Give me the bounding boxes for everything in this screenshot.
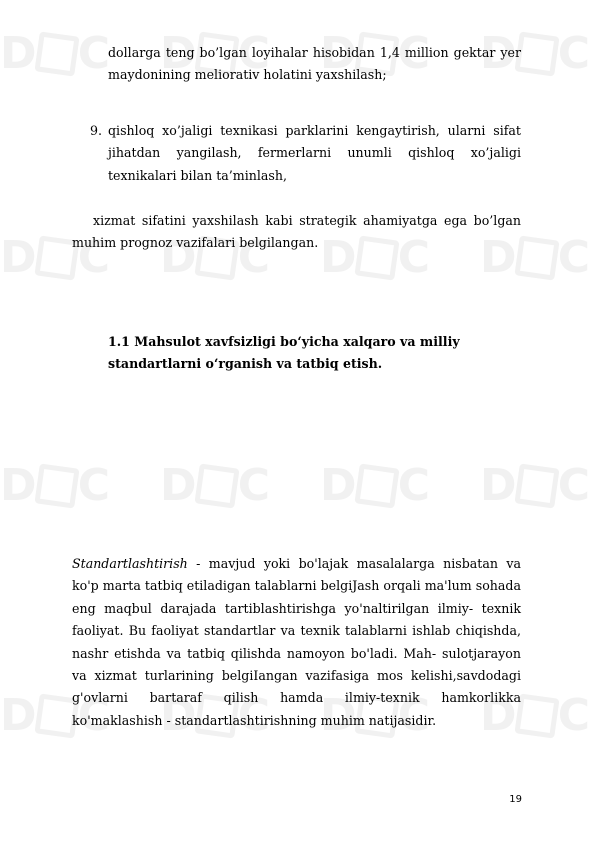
list-number: 9. <box>90 123 103 138</box>
watermark-logo: D C <box>320 690 430 741</box>
list-item-8-continuation: dollarga teng bo’lgan loyihalar hisobidan 1,4 million gektar yer maydonining meliorativ holatini yaxshilash; <box>108 45 521 83</box>
watermark-logo: D C <box>480 28 590 79</box>
watermark-logo: D C <box>0 232 110 283</box>
closing-paragraph <box>72 210 521 255</box>
watermark-logo: D C <box>160 28 270 79</box>
definition-body: - mavjud yoki bo'lajak masalalarga nisbatan va ko'p marta tatbiq etiladigan talablarni belgiJash orqali ma'lum sohada eng maqbul darajada tartiblashtirishga yo'naltirilgan ilmiy- texnik faoliyat. Bu faoliyat standartlar va texnik talablarni ishlab chiqishda, nashr etishda va tatbiq qilishda namoyon bo'ladi. Mah- sulotjarayon va xizmat turlarining belgiIangan vazifasiga mos kelishi,savdodagi g'ovlarni bartaraf qilish hamda ilmiy-texnik hamkorlikka ko'maklashish - standartlashtirishning muhim natijasidir. <box>72 556 521 728</box>
watermark-logo: D C <box>160 232 270 283</box>
list-item-9: qishloq xo’jaligi texnikasi parklarini kengaytirish, ularni sifat jihatdan yangilash, fermerlarni unumli qishloq xo’jaligi texnikalari bilan ta’minlash, <box>108 123 521 183</box>
watermark-logo: D C <box>480 232 590 283</box>
watermark-logo: D C <box>320 460 430 511</box>
watermark-logo: D C <box>320 28 430 79</box>
section-heading: 1.1 Mahsulot xavfsizligi bo‘yicha xalqaro va milliy standartlarni o‘rganish va tatbiq etish. <box>108 334 460 372</box>
page-number: 19 <box>509 794 522 805</box>
watermark-logo: D C <box>480 690 590 741</box>
watermark-logo: D C <box>480 460 590 511</box>
defined-term: Standartlashtirish <box>72 556 188 571</box>
watermark-logo: D C <box>0 460 110 511</box>
watermark-logo: D C <box>320 232 430 283</box>
closing-paragraph-text: xizmat sifatini yaxshilash kabi strategik ahamiyatga ega bo’lgan muhim prognoz vazifalari belgilangan. <box>72 213 521 251</box>
watermark-logo: D C <box>160 460 270 511</box>
definition-paragraph <box>72 553 521 732</box>
watermark-logo: D C <box>0 690 110 741</box>
watermark-logo: D C <box>0 28 110 79</box>
watermark-logo: D C <box>160 690 270 741</box>
